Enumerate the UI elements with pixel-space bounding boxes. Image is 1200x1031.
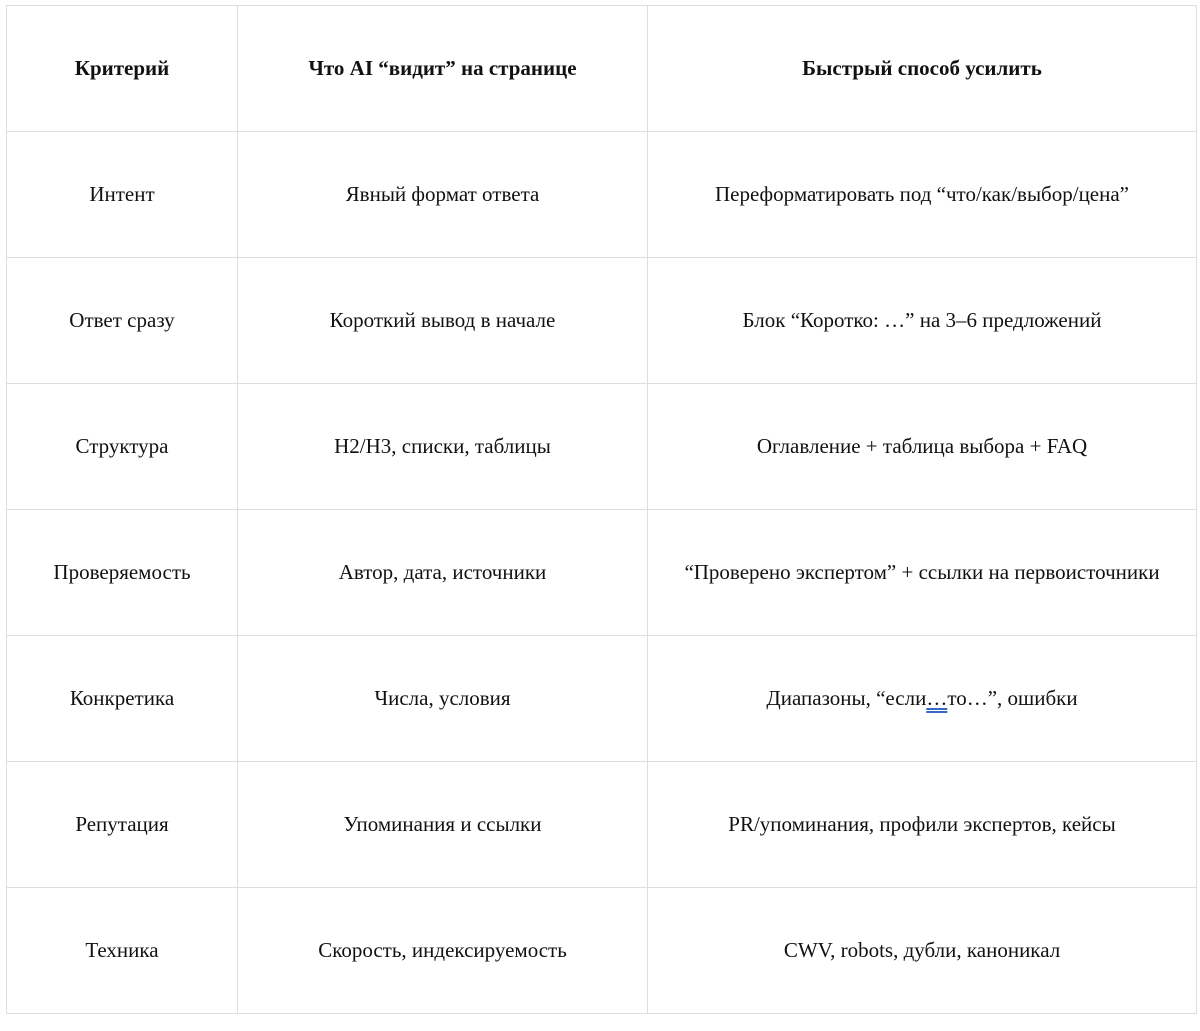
table-row xyxy=(7,636,1197,762)
table-row xyxy=(7,762,1197,888)
criterion-cell: Конкретика xyxy=(7,636,238,762)
what-ai-sees-cell: Скорость, индексируемость xyxy=(238,888,648,1014)
quick-boost-cell: Блок “Коротко: …” на 3–6 предложений xyxy=(648,258,1197,384)
criterion-cell: Проверяемость xyxy=(7,510,238,636)
what-ai-sees-cell: Числа, условия xyxy=(238,636,648,762)
table-row xyxy=(7,510,1197,636)
criteria-table xyxy=(6,5,1197,1014)
quick-boost-cell: “Проверено экспертом” + ссылки на первоисточники xyxy=(648,510,1197,636)
column-header-criterion: Критерий xyxy=(7,6,238,132)
table-row xyxy=(7,132,1197,258)
quick-boost-text-start: Диапазоны, “если xyxy=(766,685,927,710)
criterion-cell: Репутация xyxy=(7,762,238,888)
quick-boost-text-end: то…”, ошибки xyxy=(947,685,1078,710)
criterion-cell: Интент xyxy=(7,132,238,258)
table-header-row xyxy=(7,6,1197,132)
column-header-what-ai-sees: Что AI “видит” на странице xyxy=(238,6,648,132)
quick-boost-cell: Переформатировать под “что/как/выбор/цена” xyxy=(648,132,1197,258)
quick-boost-cell xyxy=(648,636,1197,762)
quick-boost-cell: Оглавление + таблица выбора + FAQ xyxy=(648,384,1197,510)
what-ai-sees-cell: H2/H3, списки, таблицы xyxy=(238,384,648,510)
criteria-table-container xyxy=(6,5,1196,1014)
table-row xyxy=(7,888,1197,1014)
criterion-cell: Структура xyxy=(7,384,238,510)
quick-boost-cell: PR/упоминания, профили экспертов, кейсы xyxy=(648,762,1197,888)
table-row xyxy=(7,258,1197,384)
table-row xyxy=(7,384,1197,510)
what-ai-sees-cell: Автор, дата, источники xyxy=(238,510,648,636)
what-ai-sees-cell: Короткий вывод в начале xyxy=(238,258,648,384)
column-header-quick-boost: Быстрый способ усилить xyxy=(648,6,1197,132)
quick-boost-cell: CWV, robots, дубли, каноникал xyxy=(648,888,1197,1014)
criterion-cell: Ответ сразу xyxy=(7,258,238,384)
what-ai-sees-cell: Упоминания и ссылки xyxy=(238,762,648,888)
ellipsis-link[interactable]: … xyxy=(926,685,948,710)
what-ai-sees-cell: Явный формат ответа xyxy=(238,132,648,258)
criterion-cell: Техника xyxy=(7,888,238,1014)
